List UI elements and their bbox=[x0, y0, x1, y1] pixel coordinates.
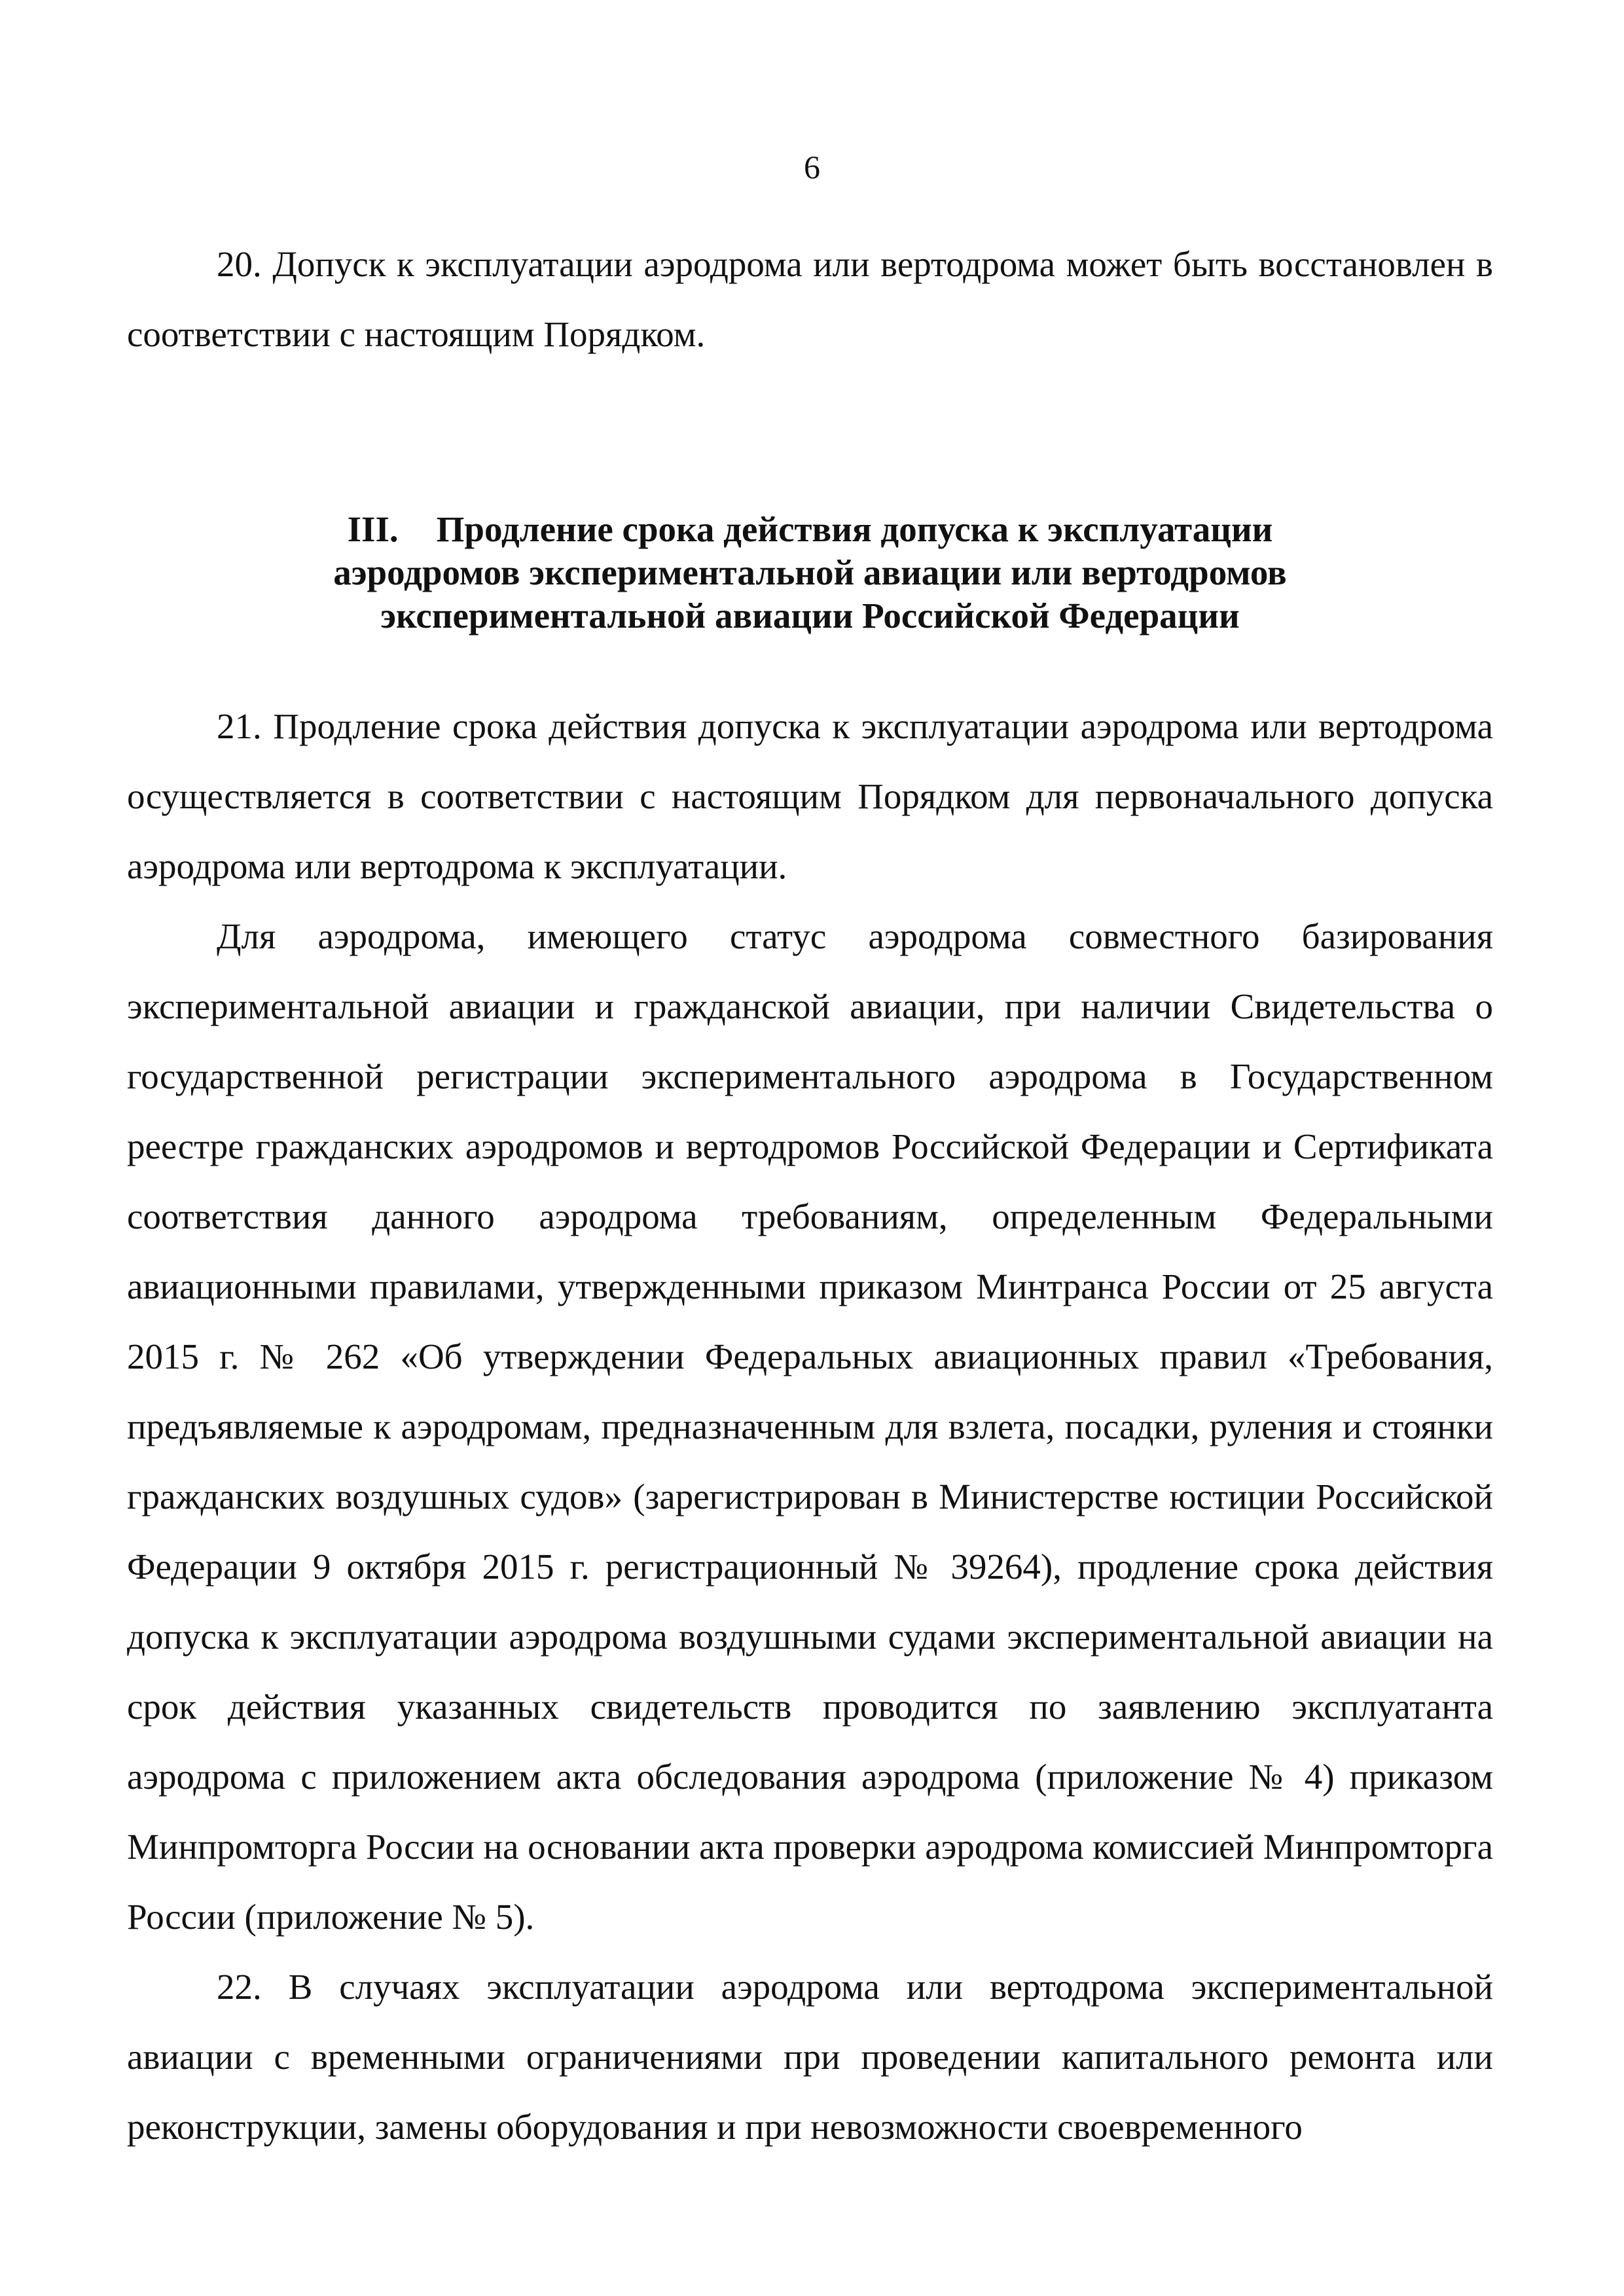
paragraph-22: 22. В случаях эксплуатации аэродрома или вертодрома экспериментальной авиации с временными ограничениями при проведении капитального ремонта или реконструкции, замены оборудования и при невозможности своевременного bbox=[127, 1967, 1493, 2147]
section-title-line-3: экспериментальной авиации Российской Федерации bbox=[380, 596, 1240, 636]
section-title-line-2: аэродромов экспериментальной авиации или вертодромов bbox=[333, 552, 1287, 592]
document-body bbox=[127, 229, 1493, 2162]
section-number: III. bbox=[347, 509, 399, 549]
section-heading-line-1 bbox=[127, 508, 1493, 551]
paragraph-21: 21. Продление срока действия допуска к эксплуатации аэродрома или вертодрома осуществляется в соответствии с настоящим Порядком для первоначального допуска аэродрома или вертодрома к эксплуатации. bbox=[127, 706, 1493, 886]
page-number: 6 bbox=[804, 149, 820, 185]
section-title-line-1: Продление срока действия допуска к эксплуатации bbox=[436, 509, 1273, 549]
paragraph-20: 20. Допуск к эксплуатации аэродрома или вертодрома может быть восстановлен в соответствии с настоящим Порядком. bbox=[127, 244, 1493, 354]
section-heading bbox=[127, 508, 1493, 637]
paragraph-21-continued: Для аэродрома, имеющего статус аэродрома совместного базирования экспериментальной авиации и гражданской авиации, при наличии Свидетельства о государственной регистрации экспериментального аэродрома в Государственном реестре гражданских аэродромов и вертодромов Российской Федерации и Сертификата соответствия данного аэродрома требованиям, определенным Федеральными авиационными правилами, утвержденными приказом Минтранса России от 25 августа 2015 г. № 262 «Об утверждении Федеральных авиационных правил «Требования, предъявляемые к аэродромам, предназначенным для взлета, посадки, руления и стоянки гражданских воздушных судов» (зарегистрирован в Министерстве юстиции Российской Федерации 9 октября 2015 г. регистрационный № 39264), продление срока действия допуска к эксплуатации аэродрома воздушными судами экспериментальной авиации на срок действия указанных свидетельств проводится по заявлению эксплуатанта аэродрома с приложением акта обследования аэродрома (приложение № 4) приказом Минпромторга России на основании акта проверки аэродрома комиссией Минпромторга России (приложение № 5). bbox=[127, 916, 1493, 1937]
